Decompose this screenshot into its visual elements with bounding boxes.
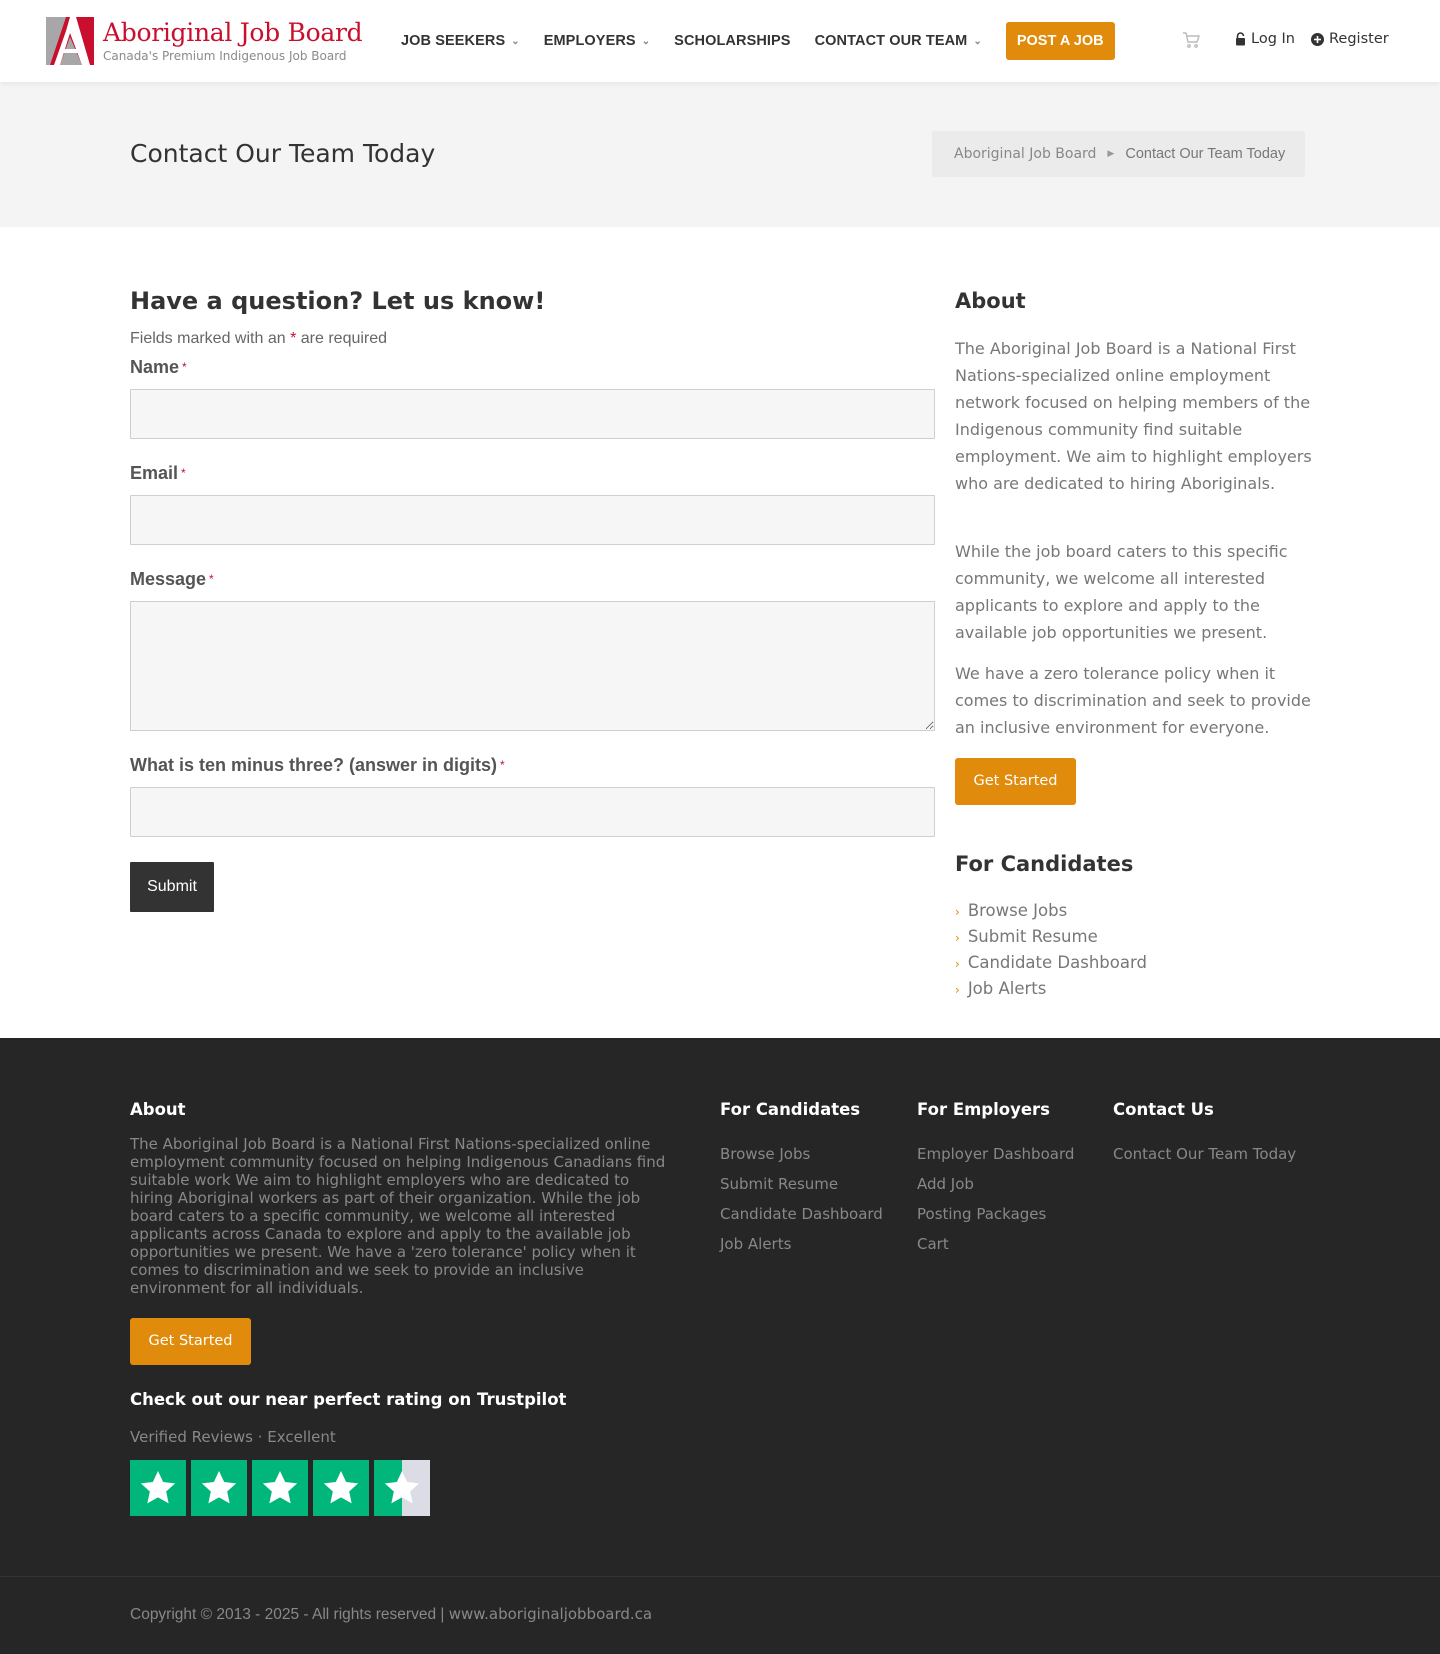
footer-candidates-column (720, 1100, 883, 1259)
footer-link-job-alerts[interactable]: Job Alerts (720, 1235, 792, 1253)
copyright (130, 1605, 652, 1624)
footer-link-posting-packages[interactable]: Posting Packages (917, 1205, 1047, 1223)
submit-button[interactable]: Submit (130, 862, 214, 912)
captcha-label-text: What is ten minus three? (answer in digits) (130, 755, 498, 775)
footer-contact-column (1113, 1100, 1296, 1169)
login-link[interactable] (1235, 31, 1295, 47)
message-label-text: Message (130, 569, 207, 589)
register-link[interactable] (1311, 31, 1389, 47)
page-title-bar (0, 82, 1440, 227)
nav-job-seekers[interactable] (401, 33, 520, 49)
nav-employers[interactable] (544, 33, 650, 49)
footer-candidates-heading: For Candidates (720, 1100, 861, 1119)
nav-scholarships[interactable] (674, 33, 790, 49)
chevron-down-icon: ⌄ (973, 35, 982, 47)
sidebar-about-paragraph: The Aboriginal Job Board is a National First Nations-specialized online employment network focused on helping members of the Indigenous community find suitable employment. We aim to highlight employers who are dedicated to hiring Aboriginals. (955, 339, 1312, 493)
name-label-text: Name (130, 357, 180, 377)
page-title: Contact Our Team Today (130, 139, 436, 168)
footer-link-add-job[interactable]: Add Job (917, 1175, 974, 1193)
name-field[interactable] (130, 389, 935, 439)
chevron-right-icon: › (955, 983, 960, 997)
link-label: Job Alerts (967, 979, 1047, 998)
copyright-text: Copyright © 2013 - 2025 - All rights reserved | (130, 1606, 445, 1623)
logo-subtitle: Canada's Premium Indigenous Job Board (103, 48, 347, 63)
nav-contact-our-team[interactable] (815, 33, 982, 49)
required-star: * (181, 466, 186, 480)
captcha-label (130, 755, 505, 776)
sidebar-about-paragraph: While the job board caters to this specific community, we welcome all interested applicants to explore and apply to the available job opportunities we present. (955, 542, 1288, 642)
footer-get-started-button[interactable]: Get Started (130, 1318, 251, 1365)
message-field[interactable] (130, 601, 935, 731)
footer-about-text: The Aboriginal Job Board is a National First Nations-specialized online employment community focused on helping Indigenous Canadians find suitable work We aim to highlight employers who are dedicated to hiring Aboriginal workers as part of their organization. While the job board caters to a specific community, we welcome all interested applicants across Canada to explore and apply to the available job opportunities we present. We have a 'zero tolerance' policy when it comes to discrimination and we seek to provide an inclusive environment for all individuals. (130, 1135, 666, 1297)
chevron-down-icon: ⌄ (511, 35, 520, 47)
footer-employers-column (917, 1100, 1074, 1259)
footer-link-cart[interactable]: Cart (917, 1235, 949, 1253)
chevron-right-icon: ▶ (1107, 149, 1115, 159)
sidebar-candidates-heading: For Candidates (955, 852, 1134, 876)
required-star: * (209, 572, 214, 586)
site-header (0, 0, 1440, 82)
nav-label: CONTACT OUR TEAM (814, 33, 968, 49)
sidebar-link-candidate-dashboard[interactable] (955, 950, 1147, 976)
link-label: Candidate Dashboard (967, 953, 1147, 972)
required-star: * (182, 360, 187, 374)
chevron-right-icon: › (955, 957, 960, 971)
star-icon (374, 1460, 430, 1516)
footer-contact-heading: Contact Us (1113, 1100, 1214, 1119)
required-star: * (500, 758, 505, 772)
lock-icon (1235, 32, 1246, 46)
sidebar-get-started-button[interactable]: Get Started (955, 758, 1076, 805)
breadcrumb-current: Contact Our Team Today (1125, 146, 1286, 162)
footer-link-browse-jobs[interactable]: Browse Jobs (720, 1145, 811, 1163)
sidebar-about-paragraph: We have a zero tolerance policy when it comes to discrimination and seek to provide an inclusive environment for everyone. (955, 664, 1311, 737)
nav-label: EMPLOYERS (543, 33, 636, 49)
footer-link-employer-dashboard[interactable]: Employer Dashboard (917, 1145, 1075, 1163)
star-icon (130, 1460, 186, 1516)
link-label: Submit Resume (967, 927, 1098, 946)
cart-icon[interactable] (1182, 31, 1200, 49)
logo-title: Aboriginal Job Board (103, 17, 363, 47)
site-footer (0, 1038, 1440, 1654)
sidebar-about-heading: About (955, 289, 1026, 313)
sidebar-link-browse-jobs[interactable] (955, 898, 1147, 924)
register-label: Register (1329, 31, 1389, 47)
trustpilot-subtitle: Verified Reviews · Excellent (130, 1428, 336, 1446)
sidebar-link-job-alerts[interactable] (955, 976, 1147, 1002)
form-title: Have a question? Let us know! (130, 287, 546, 315)
post-a-job-button[interactable]: POST A JOB (1006, 22, 1115, 60)
form-required-note (130, 330, 387, 348)
name-label (130, 357, 187, 378)
trustpilot-rating[interactable] (130, 1460, 435, 1516)
breadcrumb-home-link[interactable]: Aboriginal Job Board (954, 146, 1097, 162)
star-icon (191, 1460, 247, 1516)
trustpilot-heading: Check out our near perfect rating on Trustpilot (130, 1390, 567, 1409)
sidebar-link-submit-resume[interactable] (955, 924, 1147, 950)
login-label: Log In (1251, 31, 1295, 47)
footer-about-heading: About (130, 1100, 186, 1119)
link-label: Browse Jobs (967, 901, 1068, 920)
plus-circle-icon (1311, 33, 1324, 46)
captcha-field[interactable] (130, 787, 935, 837)
chevron-down-icon: ⌄ (641, 35, 651, 47)
email-field[interactable] (130, 495, 935, 545)
footer-employers-heading: For Employers (917, 1100, 1050, 1119)
chevron-right-icon: › (955, 931, 960, 945)
footer-link-contact-our-team[interactable]: Contact Our Team Today (1113, 1145, 1297, 1163)
message-label (130, 569, 214, 590)
note-text: Fields marked with an (130, 330, 286, 347)
star-icon (313, 1460, 369, 1516)
note-text: are required (300, 330, 388, 347)
breadcrumb (932, 131, 1305, 177)
nav-label: JOB SEEKERS (401, 33, 506, 49)
site-url-link[interactable]: www.aboriginaljobboard.ca (448, 1605, 653, 1623)
site-logo[interactable] (46, 17, 362, 65)
required-star: * (290, 330, 297, 347)
chevron-right-icon: › (955, 905, 960, 919)
star-icon (252, 1460, 308, 1516)
footer-link-candidate-dashboard[interactable]: Candidate Dashboard (720, 1205, 883, 1223)
footer-divider (0, 1576, 1440, 1577)
main-nav (401, 0, 1115, 82)
footer-link-submit-resume[interactable]: Submit Resume (720, 1175, 839, 1193)
email-label-text: Email (130, 463, 179, 483)
logo-a-icon (46, 17, 94, 65)
nav-label: SCHOLARSHIPS (674, 33, 791, 49)
email-label (130, 463, 186, 484)
sidebar-candidate-links (955, 898, 1147, 1002)
